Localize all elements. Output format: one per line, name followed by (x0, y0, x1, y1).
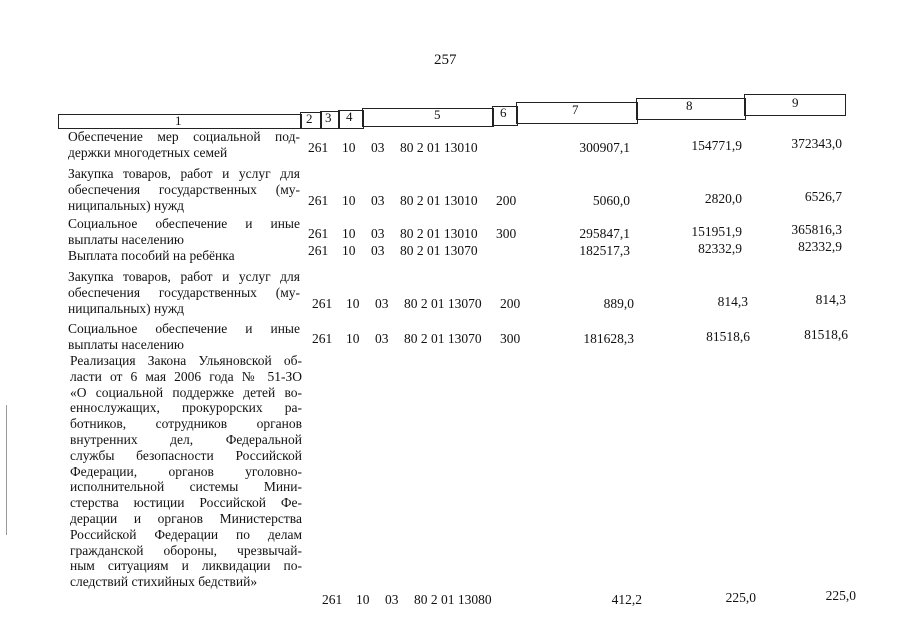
row-name-line: Федерации, органов уголовно- (70, 463, 302, 479)
cell-c5: 80 2 01 13080 (414, 592, 492, 607)
cell-c3: 10 (342, 140, 356, 155)
row-name-line: стерства юстиции Российской Фе- (70, 495, 302, 511)
cell-c8: 225,0 (725, 590, 756, 605)
cell-c2: 261 (312, 331, 333, 346)
cell-c4: 03 (371, 140, 385, 155)
cell-c7: 412,2 (611, 592, 642, 607)
header-cell-5 (362, 108, 494, 127)
row-name-line: еннослужащих, прокурорских ра- (70, 400, 302, 416)
cell-c5: 80 2 01 13010 (400, 193, 478, 208)
cell-c4: 03 (375, 296, 389, 311)
cell-c8: 81518,6 (706, 329, 750, 344)
column-header-7: 7 (572, 102, 579, 117)
column-header-5: 5 (434, 107, 441, 122)
cell-c9: 225,0 (825, 588, 856, 603)
cell-c8: 814,3 (717, 294, 748, 309)
cell-c6: 200 (500, 296, 521, 311)
cell-c9: 372343,0 (791, 136, 842, 151)
row-name-line: Реализация Закона Ульяновской об- (70, 353, 302, 368)
cell-c6: 300 (496, 226, 517, 241)
row-name-line: внутренних дел, Федеральной (70, 431, 302, 447)
row-name-line: «О социальной поддержке детей во- (70, 384, 302, 400)
cell-c5: 80 2 01 13010 (400, 226, 478, 241)
cell-c4: 03 (385, 592, 399, 607)
column-header-2: 2 (306, 111, 313, 126)
cell-c2: 261 (308, 243, 329, 258)
cell-c6: 300 (500, 331, 521, 346)
cell-c2: 261 (322, 592, 343, 607)
cell-c7: 889,0 (603, 296, 634, 311)
cell-c2: 261 (312, 296, 333, 311)
row-name-line: ласти от 6 мая 2006 года № 51-ЗО (70, 368, 302, 384)
cell-c8: 82332,9 (698, 241, 742, 256)
cell-c3: 10 (342, 193, 356, 208)
row-name (70, 353, 302, 590)
cell-c3: 10 (346, 331, 360, 346)
cell-c4: 03 (371, 193, 385, 208)
cell-c2: 261 (308, 226, 329, 241)
cell-c5: 80 2 01 13070 (404, 331, 482, 346)
column-header-8: 8 (686, 98, 693, 113)
cell-c5: 80 2 01 13070 (400, 243, 478, 258)
cell-c4: 03 (375, 331, 389, 346)
row-name-line: обеспечения государственных (му- (68, 181, 300, 197)
cell-c2: 261 (308, 140, 329, 155)
page-number: 257 (434, 52, 457, 68)
row-name-line: Закупка товаров, работ и услуг для (68, 166, 300, 181)
row-name (68, 216, 300, 248)
row-name-line: Социальное обеспечение и иные (68, 321, 300, 336)
row-name (68, 166, 300, 213)
cell-c9: 6526,7 (804, 189, 842, 204)
cell-c7: 300907,1 (579, 140, 630, 155)
row-name-line: ниципальных) нужд (68, 197, 185, 213)
cell-c9: 82332,9 (798, 239, 842, 254)
row-name-line: следствий стихийных бедствий» (70, 574, 258, 590)
column-header-1: 1 (175, 113, 182, 128)
cell-c9: 365816,3 (791, 222, 842, 237)
cell-c3: 10 (342, 226, 356, 241)
column-header-4: 4 (346, 109, 353, 124)
scan-edge (6, 405, 7, 535)
row-name-line: Закупка товаров, работ и услуг для (68, 269, 300, 284)
row-name (68, 321, 300, 353)
column-header-6: 6 (500, 105, 507, 120)
row-name-line: Выплата пособий на ребёнка (68, 248, 235, 263)
cell-c8: 154771,9 (691, 138, 742, 153)
row-name-line: гражданской обороны, чрезвычай- (70, 542, 302, 558)
row-name-line: дерации и органов Министерства (70, 510, 302, 526)
row-name-line: держки многодетных семей (68, 144, 228, 160)
cell-c5: 80 2 01 13010 (400, 140, 478, 155)
cell-c2: 261 (308, 193, 329, 208)
row-name-line: исполнительной системы Мини- (70, 479, 302, 495)
row-name-line: Российской Федерации по делам (70, 526, 302, 542)
cell-c5: 80 2 01 13070 (404, 296, 482, 311)
column-header-9: 9 (792, 95, 799, 110)
cell-c4: 03 (371, 226, 385, 241)
column-header-3: 3 (325, 110, 332, 125)
cell-c6: 200 (496, 193, 517, 208)
row-name-line: выплаты населению (68, 231, 185, 247)
cell-c3: 10 (342, 243, 356, 258)
cell-c7: 181628,3 (583, 331, 634, 346)
row-name (68, 129, 300, 161)
cell-c3: 10 (346, 296, 360, 311)
row-name-line: Социальное обеспечение и иные (68, 216, 300, 231)
cell-c3: 10 (356, 592, 370, 607)
row-name-line: Обеспечение мер социальной под- (68, 129, 300, 144)
cell-c9: 814,3 (815, 292, 846, 307)
row-name-line: обеспечения государственных (му- (68, 284, 300, 300)
row-name-line: ниципальных) нужд (68, 300, 185, 316)
row-name (68, 248, 300, 264)
row-name (68, 269, 300, 316)
table-header (58, 94, 846, 128)
cell-c7: 5060,0 (592, 193, 630, 208)
cell-c8: 2820,0 (704, 191, 742, 206)
row-name-line: выплаты населению (68, 336, 185, 352)
cell-c7: 295847,1 (579, 226, 630, 241)
cell-c4: 03 (371, 243, 385, 258)
cell-c9: 81518,6 (804, 327, 848, 342)
cell-c8: 151951,9 (691, 224, 742, 239)
row-name-line: ботников, сотрудников органов (70, 416, 302, 432)
cell-c7: 182517,3 (579, 243, 630, 258)
row-name-line: ным ситуациям и ликвидации по- (70, 558, 302, 574)
row-name-line: службы безопасности Российской (70, 447, 302, 463)
